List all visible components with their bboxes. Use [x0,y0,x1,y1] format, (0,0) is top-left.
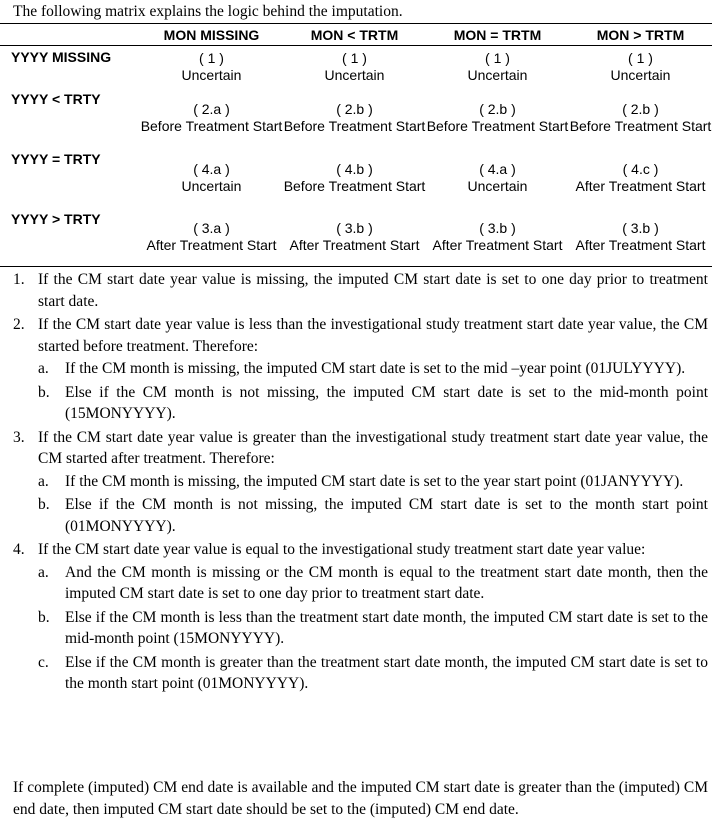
matrix-header-row [0,24,712,46]
cell-description: Uncertain [467,177,528,194]
sub-rule-letter: b. [38,608,50,626]
cell-code: ( 3.b ) [622,219,659,236]
cell-code: ( 4.b ) [336,160,373,177]
row-header: YYYY = TRTY [11,150,101,167]
matrix-cell [283,148,426,208]
cell-code: ( 1 ) [485,49,510,66]
sub-rule-letter: a. [38,563,49,581]
sub-rule-item [38,652,708,695]
cell-description: After Treatment Start [432,236,563,253]
sub-rules-list [38,562,708,695]
matrix-cell [426,46,569,88]
matrix-row [0,208,712,267]
matrix-row [0,88,712,148]
cell-description: Before Treatment Start [283,177,426,194]
cell-description: After Treatment Start [146,236,277,253]
cell-code: ( 4.a ) [479,160,516,177]
cell-code: ( 2.b ) [479,100,516,117]
matrix-cell [569,46,712,88]
cell-description: Before Treatment Start [569,117,712,134]
cell-description: Uncertain [467,66,528,83]
matrix-row [0,46,712,88]
matrix-cell [426,208,569,267]
matrix-cell [140,208,283,267]
cell-code: ( 2.a ) [193,100,230,117]
cell-description: Uncertain [181,66,242,83]
rule-text: If the CM start date year value is equal to the investigational study treatment start date year value: [38,541,646,558]
sub-rule-letter: a. [38,472,49,490]
rule-text: If the CM start date year value is missing, the imputed CM start date is set to one day prior to treatment start date. [38,271,708,310]
cell-code: ( 2.b ) [336,100,373,117]
rule-item [13,539,708,695]
cell-code: ( 1 ) [628,49,653,66]
matrix-cell [140,148,283,208]
sub-rule-item [38,607,708,650]
column-header: MON MISSING [163,26,260,43]
cell-code: ( 1 ) [342,49,367,66]
cell-code: ( 2.b ) [622,100,659,117]
matrix-cell [569,208,712,267]
column-header: MON > TRTM [596,26,685,43]
sub-rule-text: Else if the CM month is not missing, the imputed CM start date is set to the month start point (01MONYYYY). [65,496,708,535]
sub-rule-item [38,358,708,380]
matrix-cell [283,208,426,267]
sub-rule-text: And the CM month is missing or the CM month is equal to the treatment start date month, then the imputed CM start date is set to one day prior to treatment start date. [65,563,708,602]
sub-rule-text: If the CM month is missing, the imputed CM start date is set to the mid –year point (01JULYYYY). [65,360,686,377]
cell-code: ( 3.b ) [336,219,373,236]
cell-description: Before Treatment Start [140,117,283,134]
matrix-corner-cell [0,24,140,46]
column-header: MON < TRTM [310,26,399,43]
cell-description: Before Treatment Start [426,117,569,134]
rule-number: 1. [13,271,25,288]
cell-code: ( 1 ) [199,49,224,66]
sub-rule-text: Else if the CM month is greater than the treatment start date month, the imputed CM start date is set to the month start point (01MONYYYY). [65,653,708,692]
rules-list [13,269,708,695]
matrix-cell [569,88,712,148]
matrix-cell [426,88,569,148]
imputation-rules [13,269,708,697]
cell-description: After Treatment Start [289,236,420,253]
cell-description: Before Treatment Start [283,117,426,134]
intro-text: The following matrix explains the logic behind the imputation. [13,3,403,20]
cell-description: After Treatment Start [575,177,706,194]
column-header: MON = TRTM [453,26,542,43]
footer-note: If complete (imputed) CM end date is available and the imputed CM start date is greater than the (imputed) CM end date, then imputed CM start date should be set to the (imputed) CM end date. [13,779,708,818]
rule-item [13,427,708,538]
matrix-cell [426,148,569,208]
row-header: YYYY MISSING [11,49,112,65]
sub-rule-item [38,562,708,605]
cell-description: Uncertain [181,177,242,194]
cell-code: ( 4.c ) [622,160,659,177]
matrix-cell [283,88,426,148]
sub-rules-list [38,358,708,425]
sub-rule-text: Else if the CM month is less than the treatment start date month, the imputed CM start date is set to the mid-month point (15MONYYYY). [65,608,708,647]
matrix-cell [569,148,712,208]
rule-number: 4. [13,541,25,558]
cell-description: After Treatment Start [575,236,706,253]
matrix-cell [140,88,283,148]
cell-description: Uncertain [324,66,385,83]
cell-description: Uncertain [610,66,671,83]
sub-rule-item [38,471,708,493]
sub-rules-list [38,471,708,538]
row-header: YYYY > TRTY [11,210,101,227]
sub-rule-item [38,494,708,537]
matrix-cell [283,46,426,88]
rule-number: 3. [13,428,25,446]
sub-rule-letter: b. [38,383,50,401]
imputation-matrix [0,23,712,267]
cell-code: ( 3.b ) [479,219,516,236]
rule-text: If the CM start date year value is greater than the investigational study treatment start date year value, the CM started after treatment. Therefore: [38,428,708,467]
rule-item [13,269,708,312]
sub-rule-item [38,382,708,425]
sub-rule-text: If the CM month is missing, the imputed CM start date is set to the year start point (01JANYYYY). [65,472,684,490]
matrix-cell [140,46,283,88]
rule-item [13,314,708,425]
row-header: YYYY < TRTY [11,90,101,107]
rule-number: 2. [13,316,25,333]
sub-rule-letter: c. [38,653,49,671]
cell-code: ( 4.a ) [193,160,230,177]
sub-rule-text: Else if the CM month is not missing, the imputed CM start date is set to the mid-month point (15MONYYYY). [65,383,708,422]
sub-rule-letter: a. [38,360,49,377]
rule-text: If the CM start date year value is less than the investigational study treatment start date year value, the CM started before treatment. Therefore: [38,316,708,355]
sub-rule-letter: b. [38,496,50,513]
cell-code: ( 3.a ) [193,219,230,236]
matrix-row [0,148,712,208]
